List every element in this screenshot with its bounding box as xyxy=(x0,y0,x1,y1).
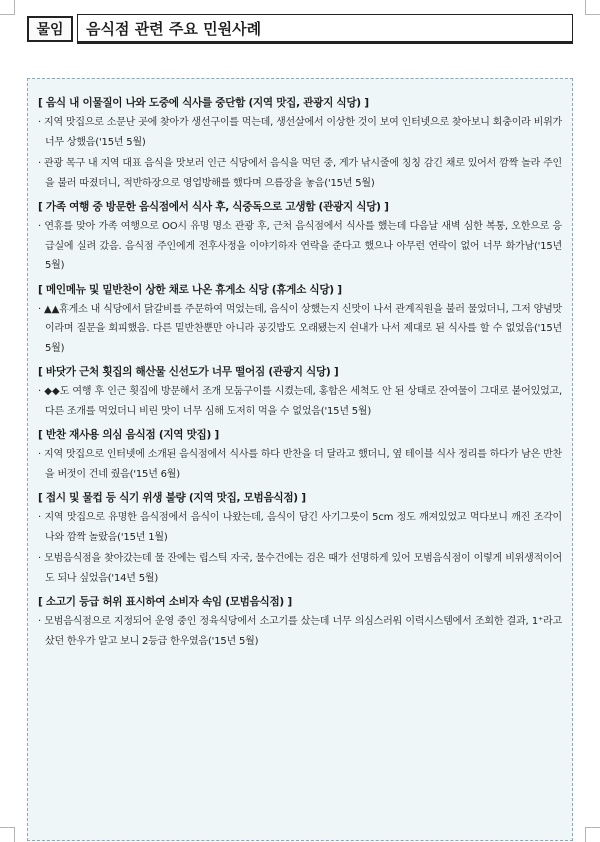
complaint-item: · 지역 맛집으로 유명한 음식점에서 음식이 나왔는데, 음식이 담긴 사기그릇이 5cm 정도 깨져있었고 먹다보니 깨진 조각이 나와 깜짝 놀랐음('15년 1월) xyxy=(38,512,562,543)
section-heading: [ 반찬 재사용 의심 음식점 (지역 맛집) ] xyxy=(38,429,219,441)
complaint-item: · 모범음식점을 찾아갔는데 물 잔에는 립스틱 자국, 물수건에는 검은 때가 선명하게 있어 모범음식점이 이렇게 비위생적이어도 되나 싶었음('14년 5월) xyxy=(38,553,562,584)
section-heading: [ 바닷가 근처 횟집의 해산물 신선도가 너무 떨어짐 (관광지 식당) ] xyxy=(38,366,339,378)
complaints-box xyxy=(27,78,573,841)
complaint-item: · 연휴를 맞아 가족 여행으로 OO시 유명 명소 관광 후, 근처 음식점에서 식사를 했는데 다음날 새벽 심한 복통, 오한으로 응급실에 실려 갔음. 음식점 주인에게 전후사정을 이야기하자 연락을 준다고 했으나 아무런 연락이 없어 너무 화가남('15년 5월) xyxy=(38,221,562,271)
complaint-item: · ◆◆도 여행 후 인근 횟집에 방문해서 조개 모둠구이를 시켰는데, 홍합은 세척도 안 된 상태로 잔여물이 그대로 붙어있었고, 다른 조개를 먹었더니 비린 맛이 너무 심해 도저히 먹을 수 없었음('15년 5월) xyxy=(38,386,562,417)
section-heading: [ 소고기 등급 허위 표시하여 소비자 속임 (모범음식점) ] xyxy=(38,596,292,608)
complaint-section xyxy=(38,425,562,484)
section-heading: [ 메인메뉴 및 밑반찬이 상한 채로 나온 휴게소 식당 (휴게소 식당) ] xyxy=(38,283,342,296)
page-corner-mark xyxy=(585,827,600,842)
title-badge: 물임 xyxy=(27,16,73,42)
complaint-item: · 지역 맛집으로 소문난 곳에 찾아가 생선구이를 먹는데, 생선살에서 이상한 것이 보여 인터넷으로 찾아보니 회충이라 비위가 너무 상했음('15년 5월) xyxy=(38,117,562,148)
complaint-section xyxy=(38,362,562,421)
complaint-item: · ▲▲휴게소 내 식당에서 닭갈비를 주문하여 먹었는데, 음식이 상했는지 신맛이 나서 관계직원을 불러 물었더니, 그저 양념맛이라며 질문을 회피했음. 다른 밑반찬뿐만 아니라 공깃밥도 오래됐는지 쉰내가 나서 제대로 된 식사를 할 수 없었음('15년 5월) xyxy=(38,303,562,354)
complaint-section xyxy=(38,197,562,276)
complaint-item: · 관광 목구 내 지역 대표 음식을 맛보러 인근 식당에서 음식을 먹던 중, 게가 낚시줄에 칭칭 감긴 채로 있어서 깜짝 놀라 주인을 불러 따졌더니, 적반하장으로 영업방해를 했다며 으름장을 놓음('15년 5월) xyxy=(38,158,562,189)
title-row xyxy=(27,14,573,46)
complaint-item: · 모범음식점으로 지정되어 운영 중인 정육식당에서 소고기를 샀는데 너무 의심스러워 이력시스템에서 조회한 결과, 1⁺라고 샀던 한우가 알고 보니 2등급 한우였음('15년 5월) xyxy=(38,616,562,647)
page-corner-mark xyxy=(0,0,15,15)
section-heading: [ 가족 여행 중 방문한 음식점에서 식사 후, 식중독으로 고생함 (관광지 식당) ] xyxy=(38,201,389,213)
complaint-section xyxy=(38,592,562,651)
page-corner-mark xyxy=(585,0,600,15)
section-heading: [ 접시 및 물컵 등 식기 위생 불량 (지역 맛집, 모범음식점) ] xyxy=(38,492,306,504)
complaint-section xyxy=(38,93,562,193)
section-heading: [ 음식 내 이물질이 나와 도중에 식사를 중단함 (지역 맛집, 관광지 식당) ] xyxy=(38,97,369,109)
complaint-item: · 지역 맛집으로 인터넷에 소개된 음식점에서 식사를 하다 반찬을 더 달라고 했더니, 옆 테이블 식사 정리를 하다가 남은 반찬을 버젓이 건네 줬음('15년 6월) xyxy=(38,449,562,480)
complaint-section xyxy=(38,280,562,359)
page-title: 음식점 관련 주요 민원사례 xyxy=(77,14,573,44)
page-corner-mark xyxy=(0,827,15,842)
complaint-section xyxy=(38,488,562,588)
